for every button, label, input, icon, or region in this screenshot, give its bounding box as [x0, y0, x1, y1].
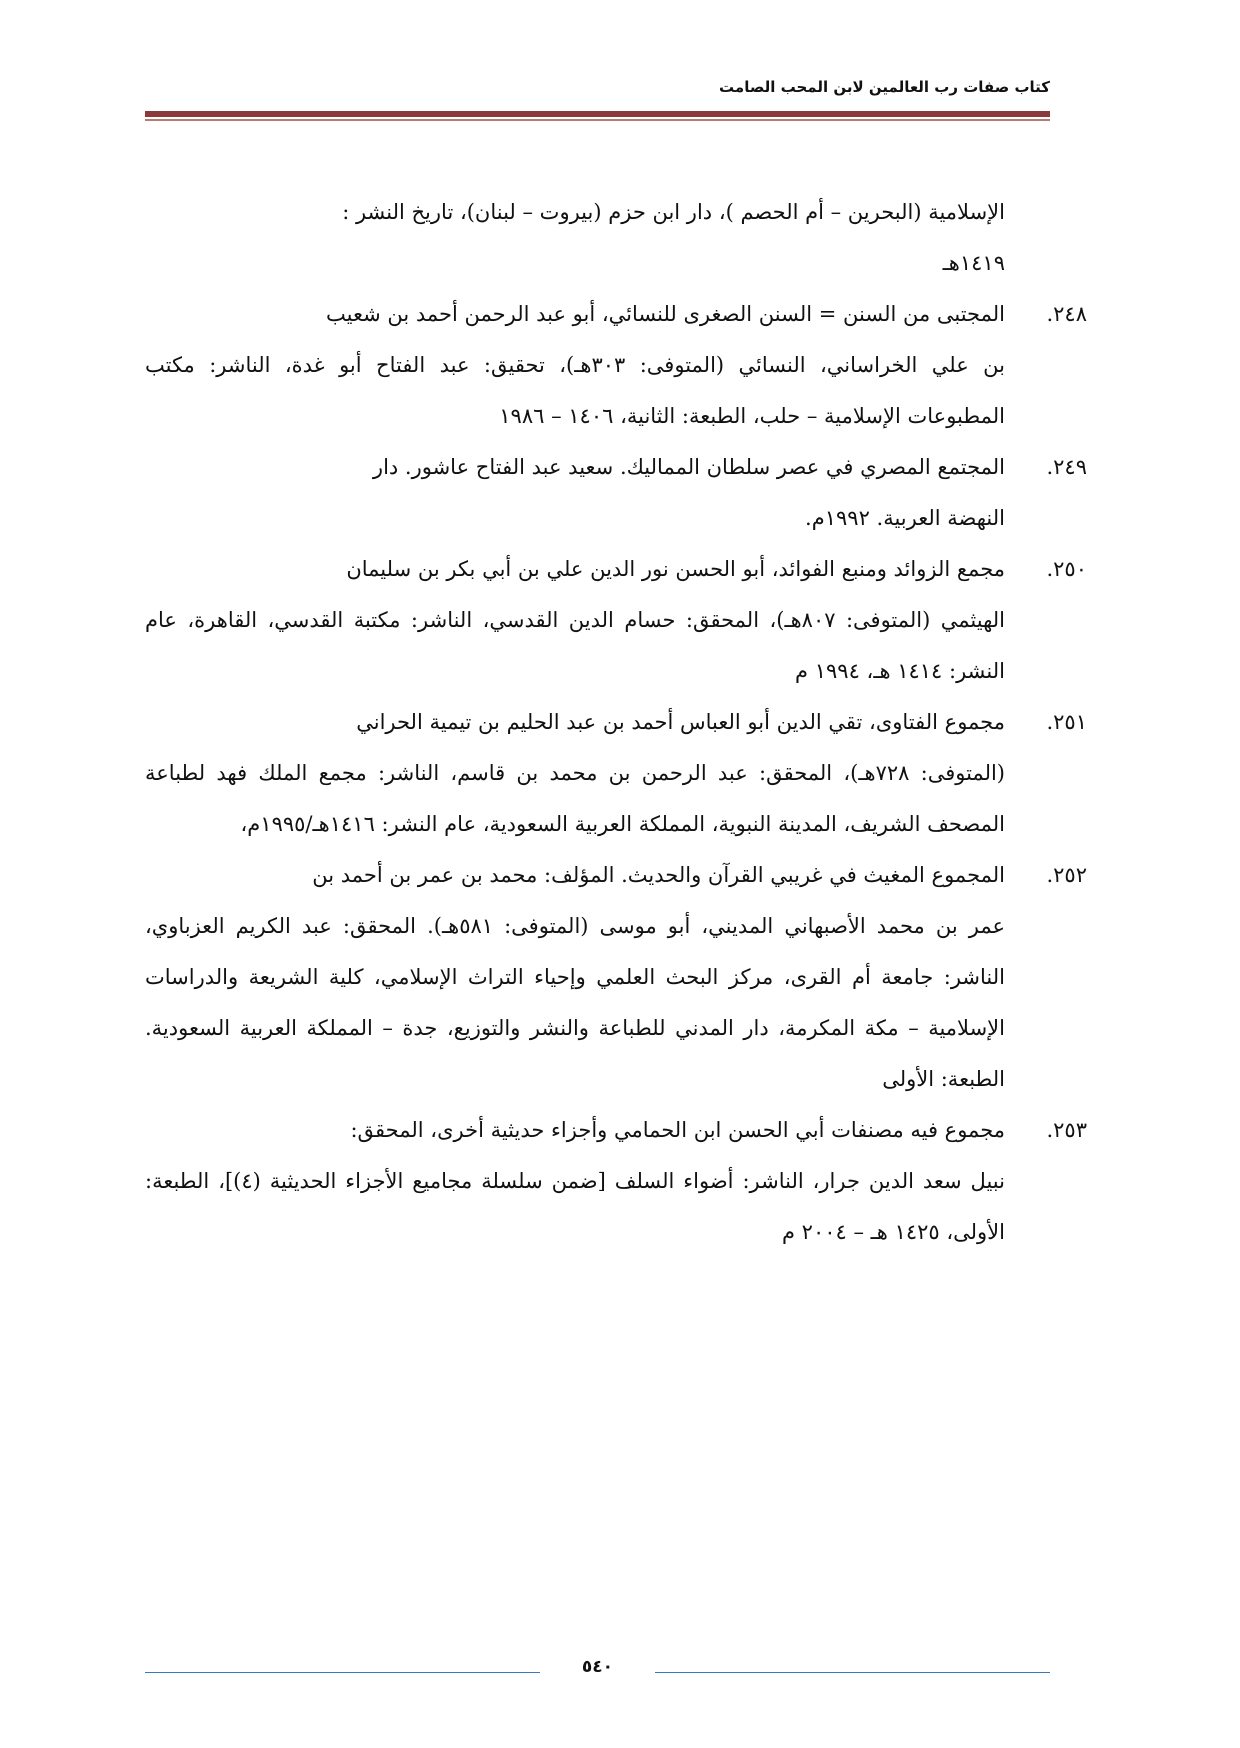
entry-title: المجموع المغيث في غريبي القرآن والحديث. المؤلف: محمد بن عمر بن أحمد بن — [312, 863, 1005, 887]
continuation-line: الإسلامية (البحرين – أم الحصم )، دار ابن حزم (بيروت – لبنان)، تاريخ النشر : — [342, 200, 1005, 224]
continuation-entry — [145, 187, 1005, 289]
bibliography-entry — [145, 850, 1087, 1105]
bibliography-entry — [145, 442, 1087, 544]
continuation-line: ١٤١٩هـ — [942, 251, 1005, 275]
entry-title: المجتمع المصري في عصر سلطان المماليك. سعيد عبد الفتاح عاشور. دار — [372, 455, 1005, 479]
header-rule-thin — [145, 119, 1050, 121]
header-rule — [145, 111, 1050, 117]
entry-number: ٢٤٩. — [1046, 455, 1087, 479]
page-number: ٥٤٠ — [581, 1657, 614, 1677]
entry-number: ٢٥٠. — [1046, 557, 1087, 581]
entry-number: ٢٤٨. — [1046, 302, 1087, 326]
entry-number: ٢٥٢. — [1046, 863, 1087, 887]
bibliography-list — [145, 187, 1087, 1258]
entry-title: مجمع الزوائد ومنبع الفوائد، أبو الحسن نور الدين علي بن أبي بكر بن سليمان — [346, 557, 1005, 581]
entry-title: مجموع الفتاوى، تقي الدين أبو العباس أحمد بن عبد الحليم بن تيمية الحراني — [356, 710, 1005, 734]
entry-number: ٢٥١. — [1046, 710, 1087, 734]
entry-number: ٢٥٣. — [1046, 1118, 1087, 1142]
entry-title: مجموع فيه مصنفات أبي الحسن ابن الحمامي وأجزاء حديثية أخرى، المحقق: — [350, 1118, 1005, 1142]
entry-details: (المتوفى: ٧٢٨هـ)، المحقق: عبد الرحمن بن محمد بن قاسم، الناشر: مجمع الملك فهد لطباعة المصحف الشريف، المدينة النبوية، المملكة العربية السعودية، عام النشر: ١٤١٦هـ/١٩٩٥م، — [145, 761, 1006, 836]
footer-rule-left — [145, 1672, 540, 1673]
running-header: كتاب صفات رب العالمين لابن المحب الصامت — [719, 78, 1050, 96]
bibliography-entry — [145, 1105, 1087, 1258]
entry-details: عمر بن محمد الأصبهاني المديني، أبو موسى (المتوفى: ٥٨١هـ). المحقق: عبد الكريم العزباوي، الناشر: جامعة أم القرى، مركز البحث العلمي وإحياء التراث الإسلامي، كلية الشريعة والدراسات الإسلامية – مكة المكرمة، دار المدني للطباعة والنشر والتوزيع، جدة – المملكة العربية السعودية. الطبعة: الأولى — [145, 914, 1005, 1091]
entry-title: المجتبى من السنن = السنن الصغرى للنسائي، أبو عبد الرحمن أحمد بن شعيب — [325, 302, 1005, 326]
bibliography-entry — [145, 289, 1087, 442]
bibliography-entry — [145, 697, 1087, 850]
footer-rule-right — [655, 1672, 1050, 1673]
bibliography-entry — [145, 544, 1087, 697]
entry-details: نبيل سعد الدين جرار، الناشر: أضواء السلف [ضمن سلسلة مجاميع الأجزاء الحديثية (٤)]، الطبعة: الأولى، ١٤٢٥ هـ – ٢٠٠٤ م — [145, 1169, 1005, 1244]
entry-details: الهيثمي (المتوفى: ٨٠٧هـ)، المحقق: حسام الدين القدسي، الناشر: مكتبة القدسي، القاهرة، عام النشر: ١٤١٤ هـ، ١٩٩٤ م — [145, 608, 1005, 683]
entry-details: بن علي الخراساني، النسائي (المتوفى: ٣٠٣هـ)، تحقيق: عبد الفتاح أبو غدة، الناشر: مكتب المطبوعات الإسلامية – حلب، الطبعة: الثانية، ١٤٠٦ – ١٩٨٦ — [145, 353, 1005, 428]
entry-details: النهضة العربية. ١٩٩٢م. — [805, 506, 1005, 530]
